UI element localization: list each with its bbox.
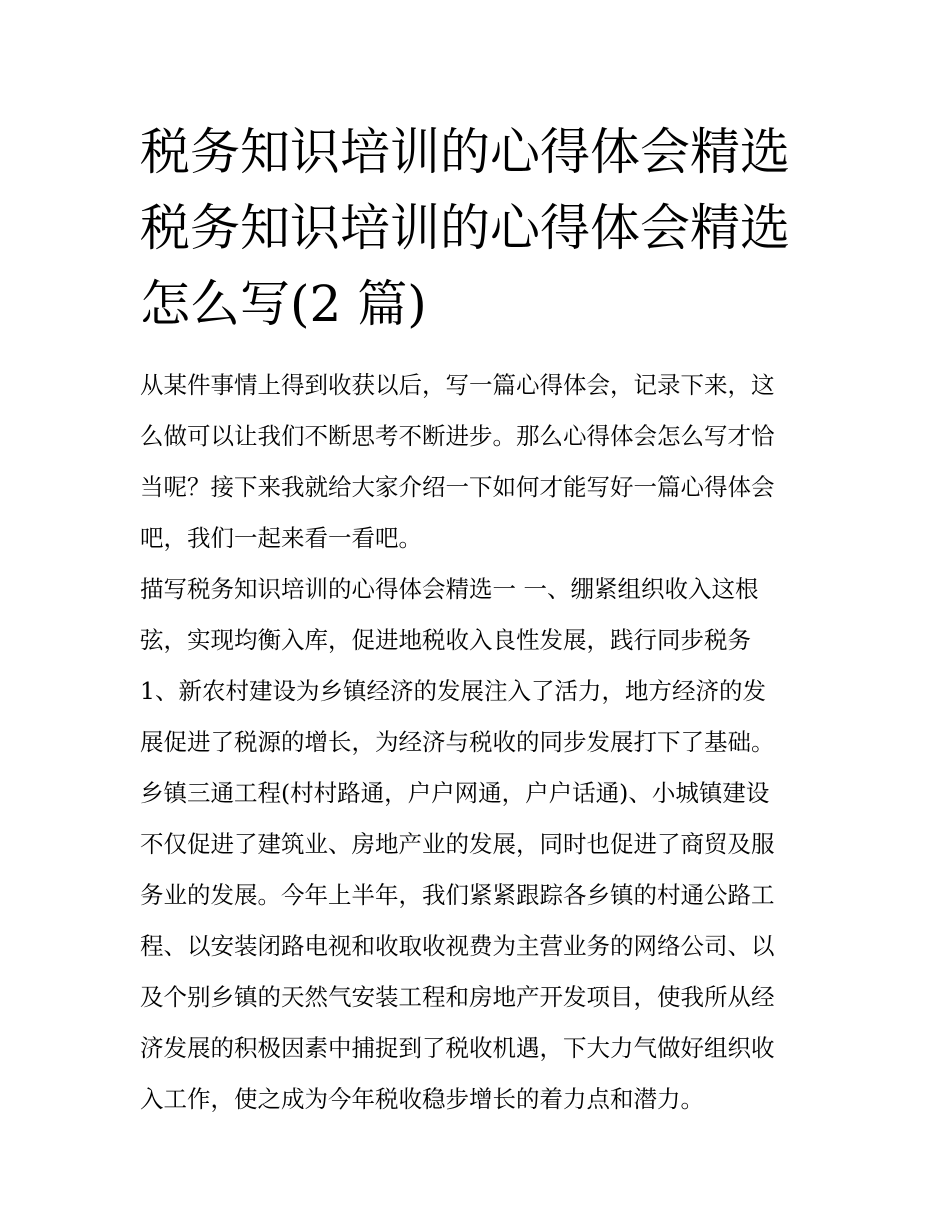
body-line: 当呢？接下来我就给大家介绍一下如何才能写好一篇心得体会	[140, 473, 775, 501]
document-content	[140, 114, 820, 1125]
title-line: 税务知识培训的心得体会精选	[140, 199, 790, 257]
body-line: 入工作，使之成为今年税收稳步增长的着力点和潜力。	[140, 1085, 704, 1113]
body-line: 程、以安装闭路电视和收取收视费为主营业务的网络公司、以	[140, 932, 775, 960]
body-line: 务业的发展。今年上半年，我们紧紧跟踪各乡镇的村通公路工	[140, 881, 775, 909]
body-line: 么做可以让我们不断思考不断进步。那么心得体会怎么写才恰	[140, 422, 775, 450]
body-line: 描写税务知识培训的心得体会精选一 一、绷紧组织收入这根	[140, 575, 759, 603]
body-line: 展促进了税源的增长，为经济与税收的同步发展打下了基础。	[140, 728, 775, 756]
body-line: 不仅促进了建筑业、房地产业的发展，同时也促进了商贸及服	[140, 830, 775, 858]
document-body	[140, 360, 820, 1125]
body-line: 1、新农村建设为乡镇经济的发展注入了活力，地方经济的发	[140, 677, 766, 705]
body-line: 乡镇三通工程(村村路通，户户网通，户户话通)、小城镇建设	[140, 779, 770, 807]
title-line: 税务知识培训的心得体会精选	[140, 123, 790, 181]
body-line: 从某件事情上得到收获以后，写一篇心得体会，记录下来，这	[140, 371, 775, 399]
body-line: 济发展的积极因素中捕捉到了税收机遇，下大力气做好组织收	[140, 1034, 775, 1062]
body-line: 弦，实现均衡入库，促进地税收入良性发展，践行同步税务	[140, 626, 751, 654]
body-line: 吧，我们一起来看一看吧。	[140, 524, 422, 552]
document-title	[140, 114, 820, 342]
title-line: 怎么写(2 篇)	[140, 275, 427, 333]
body-line: 及个别乡镇的天然气安装工程和房地产开发项目，使我所从经	[140, 983, 775, 1011]
